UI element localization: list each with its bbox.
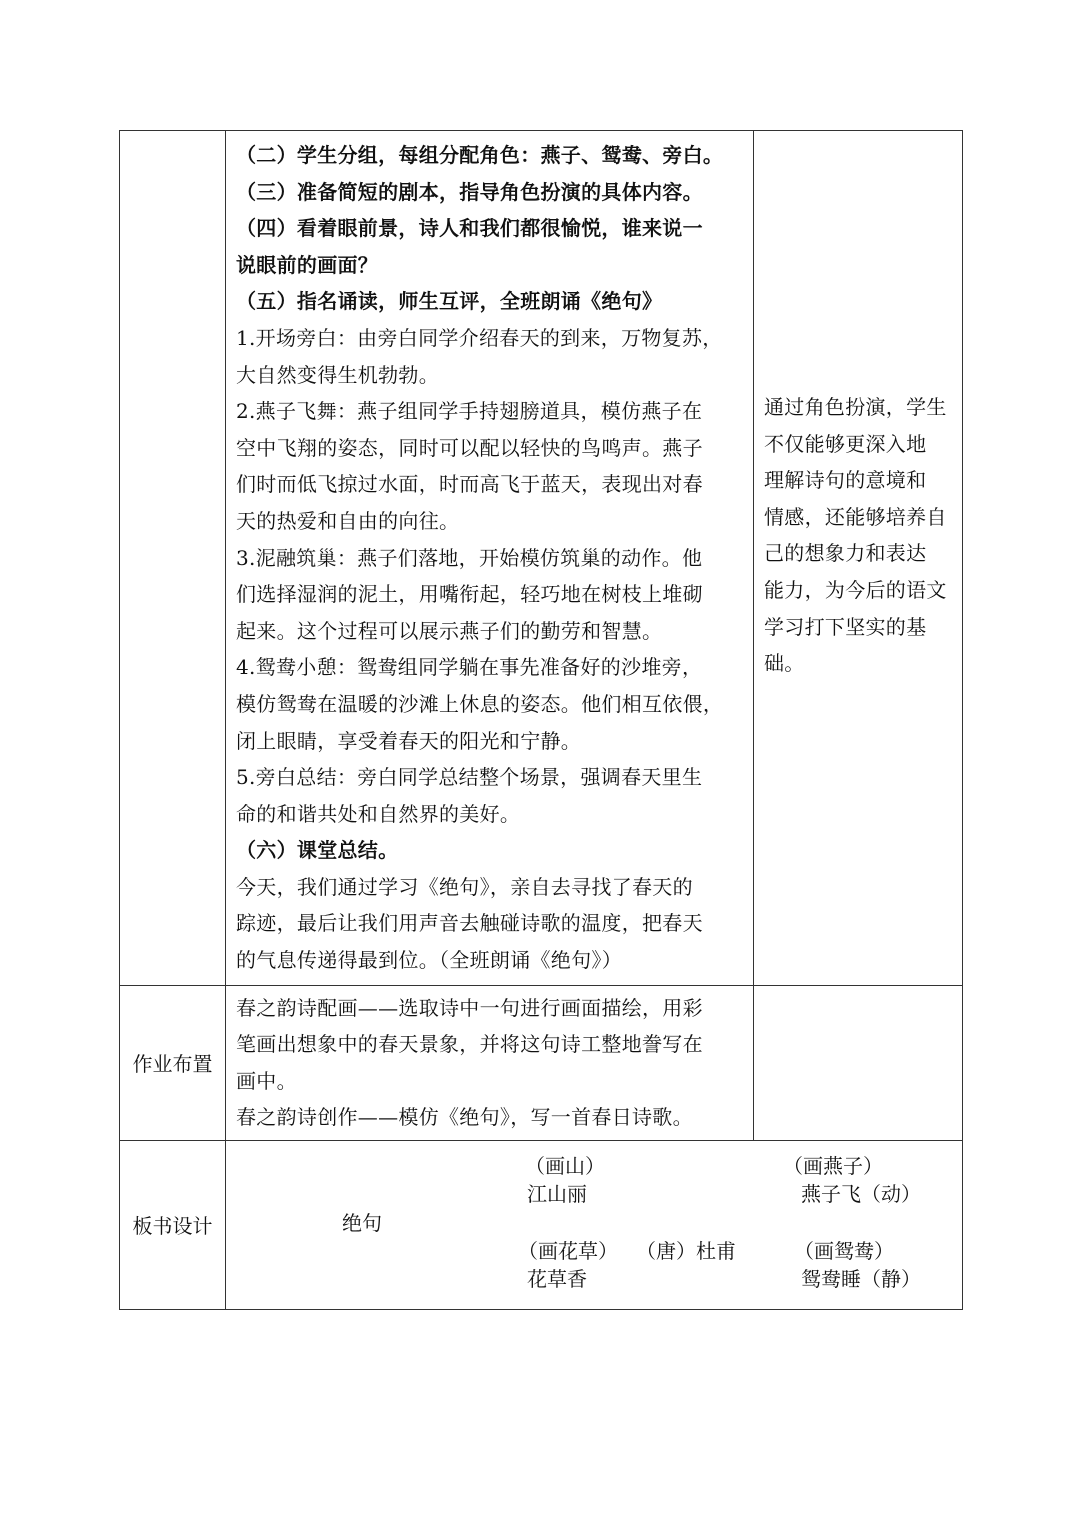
- activity-line: 踪迹，最后让我们用声音去触碰诗歌的温度，把春天: [236, 911, 703, 936]
- activity-line: 3.泥融筑巢：燕子们落地，开始模仿筑巢的动作。他: [236, 545, 703, 570]
- board-author: （唐）杜甫: [636, 1238, 736, 1263]
- activity-label-cell: [120, 131, 226, 986]
- board-swallow-hint: （画燕子）: [783, 1153, 883, 1178]
- activity-line: 模仿鸳鸯在温暖的沙滩上休息的姿态。他们相互依偎，: [236, 691, 724, 716]
- activity-content-cell: [226, 131, 754, 986]
- activity-line: 命的和谐共处和自然界的美好。: [236, 801, 521, 826]
- board-swallow-line: 燕子飞（动）: [801, 1181, 921, 1206]
- activity-line: 空中飞翔的姿态，同时可以配以轻快的鸟鸣声。燕子: [236, 435, 703, 460]
- homework-line: 画中。: [236, 1068, 297, 1093]
- activity-line: 们选择湿润的泥土，用嘴衔起，轻巧地在树枝上堆砌: [236, 582, 703, 607]
- activity-line: 4.鸳鸯小憩：鸳鸯组同学躺在事先准备好的沙堆旁，: [236, 655, 703, 680]
- board-flower-hint: （画花草）: [518, 1238, 618, 1263]
- design-intent-line: 己的想象力和表达: [764, 541, 927, 566]
- section-heading: （六）课堂总结。: [236, 838, 399, 863]
- homework-label: 作业布置: [120, 985, 226, 1140]
- activity-line: 起来。这个过程可以展示燕子们的勤劳和智慧。: [236, 618, 663, 643]
- activity-line: 的气息传递得最到位。（全班朗诵《绝句》）: [236, 948, 622, 973]
- board-title: 绝句: [342, 1210, 382, 1235]
- design-intent-line: 础。: [764, 651, 805, 676]
- design-intent-cell: [754, 131, 963, 986]
- board-row: [120, 1140, 963, 1309]
- section-heading: （二）学生分组，每组分配角色：燕子、鸳鸯、旁白。: [236, 143, 724, 167]
- homework-line: 春之韵诗配画——选取诗中一句进行画面描绘，用彩: [236, 995, 703, 1020]
- design-intent-line: 不仅能够更深入地: [764, 431, 927, 456]
- board-mountain-hint: （画山）: [525, 1153, 605, 1178]
- activity-line: 们时而低飞掠过水面，时而高飞于蓝天，表现出对春: [236, 472, 703, 497]
- homework-line: 春之韵诗创作——模仿《绝句》，写一首春日诗歌。: [236, 1105, 693, 1130]
- activity-line: 闭上眼睛，享受着春天的阳光和宁静。: [236, 728, 582, 753]
- section-heading: （五）指名诵读，师生互评，全班朗诵《绝句》: [236, 289, 663, 314]
- board-duck-hint: （画鸳鸯）: [794, 1238, 894, 1263]
- section-heading: 说眼前的画面？: [236, 252, 379, 277]
- lesson-plan-table: [119, 130, 963, 1310]
- activity-line: 大自然变得生机勃勃。: [236, 362, 439, 387]
- design-intent-line: 理解诗句的意境和: [764, 468, 927, 493]
- homework-content-cell: [226, 985, 754, 1140]
- activity-line: 5.旁白总结：旁白同学总结整个场景，强调春天里生: [236, 765, 703, 790]
- design-intent-notes: [764, 389, 956, 682]
- design-intent-line: 学习打下坚实的基: [764, 614, 927, 639]
- activity-line: 2.燕子飞舞：燕子组同学手持翅膀道具，模仿燕子在: [236, 399, 703, 424]
- board-duck-line: 鸳鸯睡（静）: [801, 1266, 921, 1291]
- section-heading: （四）看着眼前景，诗人和我们都很愉悦，谁来说一: [236, 216, 703, 241]
- homework-row: [120, 985, 963, 1140]
- design-intent-line: 通过角色扮演，学生: [764, 395, 947, 419]
- board-flower-line: 花草香: [527, 1266, 587, 1291]
- activity-lines: [236, 137, 745, 979]
- design-intent-line: 情感，还能够培养自: [764, 504, 947, 529]
- activity-line: 1.开场旁白：由旁白同学介绍春天的到来，万物复苏，: [236, 325, 723, 350]
- homework-line: 笔画出想象中的春天景象，并将这句诗工整地誊写在: [236, 1032, 703, 1057]
- board-design-cell: [226, 1140, 963, 1309]
- activity-row: [120, 131, 963, 986]
- board-label: 板书设计: [120, 1140, 226, 1309]
- activity-line: 天的热爱和自由的向往。: [236, 508, 460, 533]
- activity-line: 今天，我们通过学习《绝句》，亲自去寻找了春天的: [236, 874, 693, 899]
- board-mountain-line: 江山丽: [527, 1181, 587, 1206]
- homework-note-cell: [754, 985, 963, 1140]
- design-intent-line: 能力，为今后的语文: [764, 577, 947, 602]
- section-heading: （三）准备简短的剧本，指导角色扮演的具体内容。: [236, 179, 703, 204]
